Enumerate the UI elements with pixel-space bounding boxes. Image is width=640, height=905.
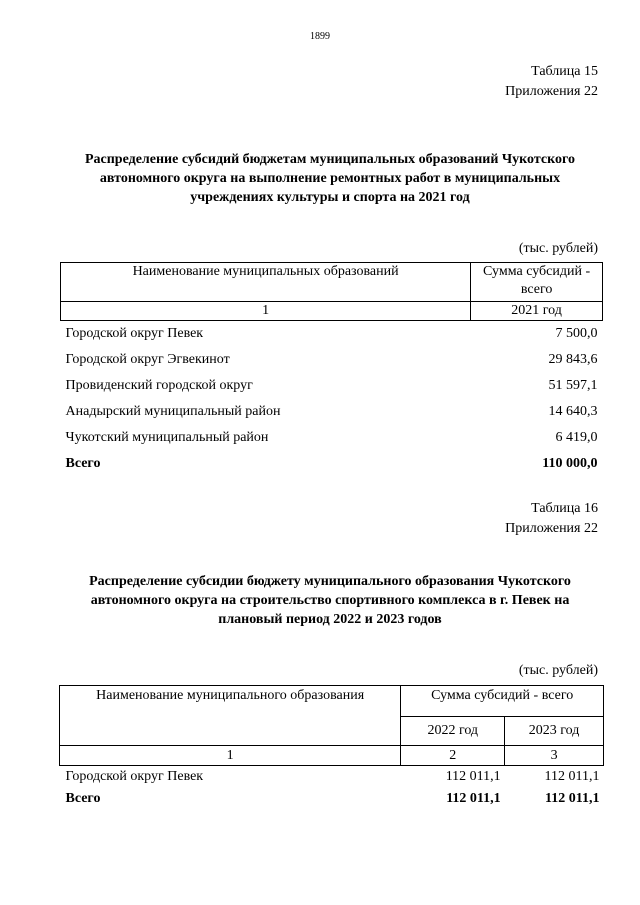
row-name: Провиденский городской округ — [65, 378, 253, 393]
row-value-2023: 112 011,1 — [544, 769, 600, 784]
table16-col-2023: 2023 год — [505, 717, 604, 746]
row-name: Городской округ Эгвекинот — [65, 352, 230, 367]
table15-num-col2: 2021 год — [471, 302, 603, 321]
row-value: 29 843,6 — [548, 352, 598, 367]
table-row — [60, 766, 604, 789]
table-row — [61, 373, 603, 399]
table-row — [61, 399, 603, 425]
table16-total-row — [60, 788, 604, 810]
table16-number-row — [60, 746, 604, 766]
row-name: Анадырский муниципальный район — [65, 404, 281, 419]
table16-col-sum: Сумма субсидий - всего — [401, 686, 604, 717]
total-label: Всего — [65, 791, 101, 806]
table15-header-row — [61, 263, 603, 302]
table15-number-row — [61, 302, 603, 321]
table16-reference — [505, 499, 598, 539]
total-value-2022: 112 011,1 — [446, 791, 501, 806]
table16-col-2022: 2022 год — [401, 717, 505, 746]
table-row — [61, 347, 603, 373]
table15-reference — [505, 62, 598, 102]
table16-title: Распределение субсидии бюджету муниципального образования Чукотского автономного округа на строительство спортивного комплекса в г. Певек на плановый период 2022 и 2023 годов — [89, 574, 571, 627]
row-value: 51 597,1 — [548, 378, 598, 393]
row-value-2022: 112 011,1 — [445, 769, 501, 784]
total-value-2023: 112 011,1 — [545, 791, 600, 806]
row-name: Городской округ Певек — [65, 769, 204, 784]
row-name: Городской округ Певек — [65, 326, 204, 341]
table16-col-name: Наименование муниципального образования — [60, 686, 401, 746]
table15-total-row — [61, 451, 603, 477]
table15-num-col1: 1 — [61, 302, 471, 321]
row-value: 6 419,0 — [555, 430, 598, 445]
table16-num-col3: 3 — [505, 746, 604, 766]
total-value: 110 000,0 — [542, 456, 598, 471]
table15-unit: (тыс. рублей) — [518, 241, 598, 256]
total-label: Всего — [65, 456, 101, 471]
row-value: 14 640,3 — [548, 404, 598, 419]
table15 — [60, 262, 603, 477]
table16-num-col1: 1 — [60, 746, 401, 766]
table-row — [61, 425, 603, 451]
table15-title: Распределение субсидий бюджетам муниципальных образований Чукотского автономного округа на выполнение ремонтных работ в муниципальных учреждениях культуры и спорта на 2021 год — [84, 152, 576, 205]
table16-num-col2: 2 — [401, 746, 505, 766]
table15-ref-line1: Таблица 15 — [531, 64, 598, 79]
row-name: Чукотский муниципальный район — [65, 430, 269, 445]
table15-col-name: Наименование муниципальных образований — [61, 263, 471, 302]
table-row — [61, 321, 603, 348]
row-value: 7 500,0 — [555, 326, 598, 341]
table16 — [59, 685, 604, 810]
page-number: 1899 — [310, 31, 330, 42]
table16-ref-line1: Таблица 16 — [531, 501, 598, 516]
table15-ref-line2: Приложения 22 — [505, 84, 598, 99]
table16-unit: (тыс. рублей) — [518, 663, 598, 678]
table15-col-sum: Сумма субсидий - всего — [471, 263, 603, 302]
table16-ref-line2: Приложения 22 — [505, 521, 598, 536]
